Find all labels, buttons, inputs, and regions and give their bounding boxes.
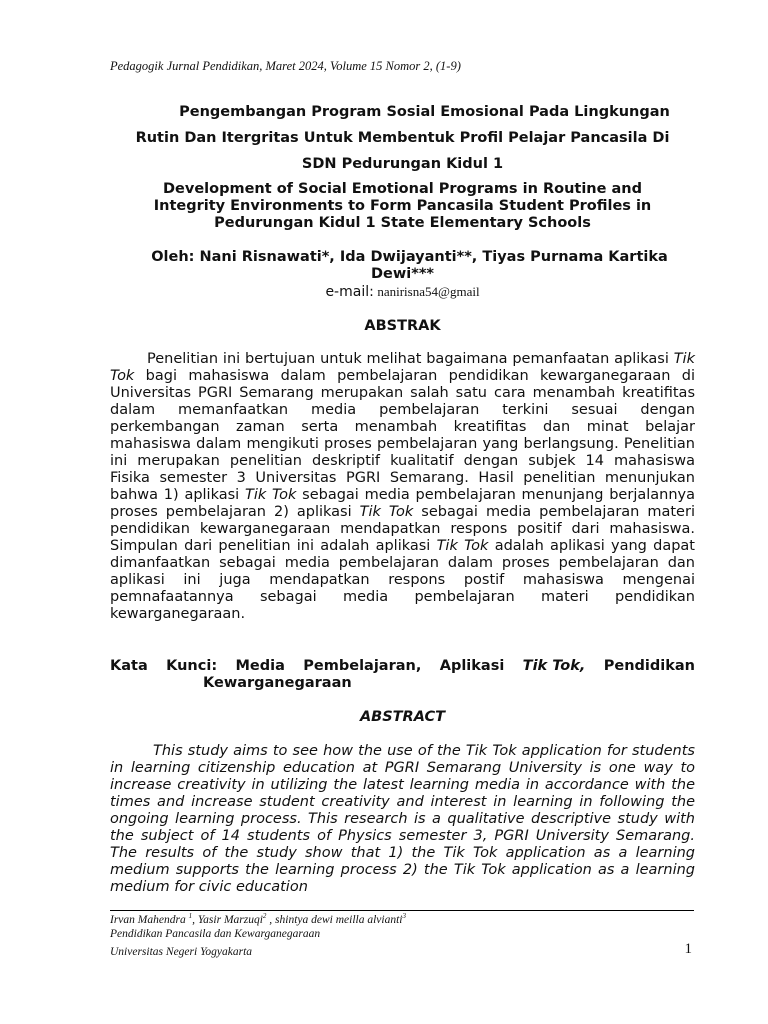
keyword-3: Aplikasi (439, 658, 505, 674)
keyword-2: Pembelajaran, (303, 658, 422, 674)
abstrak-italic-2: Tik Tok (244, 487, 297, 503)
footer-author-1: Irvan Mahendra (110, 913, 189, 926)
keyword-5: Pendidikan (603, 658, 695, 674)
abstrak-italic-4: Tik Tok (436, 538, 489, 554)
keyword-4: Tik Tok, (522, 658, 586, 674)
authors-line-1: Oleh: Nani Risnawati*, Ida Dwijayanti**, Tiyas Purnama Kartika (151, 249, 668, 265)
abstract-paragraph: This study aims to see how the use of the Tik Tok application for students in learning citizenship education at PGRI Semarang University is one way to increase creativity in utilizing the latest learning media in accordance with the times and increase student creativity and interest in learning in following the ongoing learning process. This research is a qualitative descriptive study with the subject of 14 students of Physics semester 3, PGRI University Semarang. The results of the study show that 1) the Tik Tok application as a learning medium supports the learning process 2) the Tik Tok application as a learning medium for civic education (110, 743, 695, 895)
abstrak-text-2: bagi mahasiswa dalam pembelajaran pendidikan kewarganegaraan di Universitas PGRI Semarang merupakan salah satu cara menambah kreatifitas dalam memanfaatkan media pembelajaran terkini sesuai dengan perkembangan zaman serta menambah kreatifitas dan minat belajar mahasiswa dalam mengikuti proses pembelajaran yang berlangsung. Penelitian ini merupakan penelitian deskriptif kualitatif dengan subjek 14 mahasiswa Fisika semester 3 Universitas PGRI Semarang. Hasil penelitian menunjukan bahwa 1) aplikasi (110, 368, 695, 503)
page-number: 1 (684, 941, 692, 957)
title-en-line-1: Development of Social Emotional Programs in Routine and (163, 181, 642, 197)
title-id-line-2: Rutin Dan Itergritas Untuk Membentuk Profil Pelajar Pancasila Di (135, 130, 670, 146)
title-english (110, 181, 695, 232)
abstract-body (110, 743, 695, 896)
author-email (110, 284, 695, 301)
abstrak-italic-3: Tik Tok (359, 504, 414, 520)
journal-header: Pedagogik Jurnal Pendidikan, Maret 2024, Volume 15 Nomor 2, (1-9) (110, 59, 461, 73)
keywords-line-1 (110, 658, 695, 675)
keyword-1: Media (235, 658, 285, 674)
title-id-line-3: SDN Pedurungan Kidul 1 (301, 156, 504, 172)
footer-sup-2: 2 (262, 912, 267, 920)
title-id-line-1: Pengembangan Program Sosial Emosional Pada Lingkungan (179, 104, 670, 120)
author-list (110, 249, 695, 283)
footer-department: Pendidikan Pancasila dan Kewarganegaraan (110, 928, 321, 940)
footer-divider (110, 910, 694, 911)
title-indonesian (110, 99, 695, 177)
authors-line-2: Dewi*** (371, 266, 434, 282)
abstrak-italic-1: Tik Tok (110, 351, 695, 384)
abstrak-paragraph (110, 351, 695, 623)
email-label: e-mail: (325, 284, 374, 300)
keywords-label-1: Kata (110, 658, 148, 674)
abstrak-body (110, 351, 695, 623)
abstrak-text-5: adalah aplikasi yang dapat dimanfaatkan sebagai media pembelajaran dalam proses pembelajaran dan aplikasi ini juga mendapatkan respons postif mahasiswa mengenai pemnafaatannya sebagai media pembelajaran materi pendidikan kewarganegaraan. (110, 538, 695, 622)
keywords (110, 658, 695, 692)
abstrak-heading: ABSTRAK (364, 318, 441, 334)
keywords-line-2: Kewarganegaraan (203, 675, 352, 691)
email-value: nanirisna54@gmail (377, 284, 480, 299)
footer-author-3: , shintya dewi meilla alvianti (266, 913, 403, 926)
title-en-line-3: Pedurungan Kidul 1 State Elementary Schools (214, 215, 591, 231)
footer-sup-3: 3 (402, 912, 406, 920)
footer-sup-1: 1 (188, 912, 193, 920)
abstrak-text-1: Penelitian ini bertujuan untuk melihat bagaimana pemanfaatan aplikasi (147, 351, 674, 367)
abstrak-text-4: sebagai media pembelajaran materi pendidikan kewarganegaraan mendapatkan respons positif dari mahasiswa. Simpulan dari penelitian ini adalah aplikasi (110, 504, 695, 554)
footer-university: Universitas Negeri Yogyakarta (110, 946, 253, 958)
footer-authors (110, 912, 406, 926)
footer-author-2: , Yasir Marzuqi (192, 913, 263, 926)
title-en-line-2: Integrity Environments to Form Pancasila Student Profiles in (153, 198, 652, 214)
abstract-heading: ABSTRACT (359, 709, 446, 725)
keywords-label-2: Kunci: (166, 658, 218, 674)
abstrak-text-3: sebagai media pembelajaran menunjang berjalannya proses pembelajaran 2) aplikasi (110, 487, 695, 520)
